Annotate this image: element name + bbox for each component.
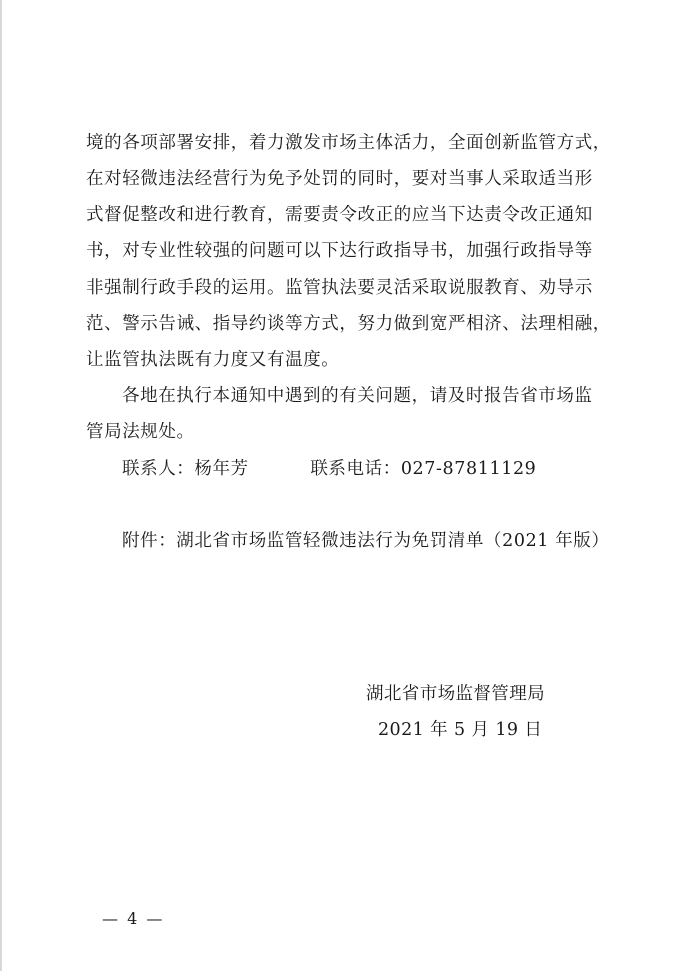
- body-line-5: 非强制行政手段的运用。监管执法要灵活采取说服教育、劝导示: [86, 278, 593, 298]
- signature-organization: 湖北省市场监督管理局: [366, 684, 545, 704]
- body-line-4: 书，对专业性较强的问题可以下达行政指导书，加强行政指导等: [86, 241, 593, 261]
- page-edge: [0, 0, 2, 971]
- body-line-3: 式督促整改和进行教育，需要责令改正的应当下达责令改正通知: [86, 205, 593, 225]
- body-line-6: 范、警示告诫、指导约谈等方式，努力做到宽严相济、法理相融，: [86, 314, 611, 334]
- page-number: — 4 —: [102, 909, 165, 928]
- body-line-7: 让监管执法既有力度又有温度。: [86, 350, 340, 370]
- attachment-line: 附件：湖北省市场监管轻微违法行为免罚清单（2021 年版）: [122, 531, 610, 551]
- body-line-9: 管局法规处。: [86, 422, 195, 442]
- body-line-2: 在对轻微违法经营行为免予处罚的同时，要对当事人采取适当形: [86, 169, 593, 189]
- body-line-8: 各地在执行本通知中遇到的有关问题，请及时报告省市场监: [122, 386, 593, 406]
- body-line-1: 境的各项部署安排，着力激发市场主体活力，全面创新监管方式，: [86, 133, 611, 153]
- signature-date: 2021 年 5 月 19 日: [378, 720, 543, 740]
- contact-line: 联系人：杨年芳 联系电话：027-87811129: [122, 459, 537, 479]
